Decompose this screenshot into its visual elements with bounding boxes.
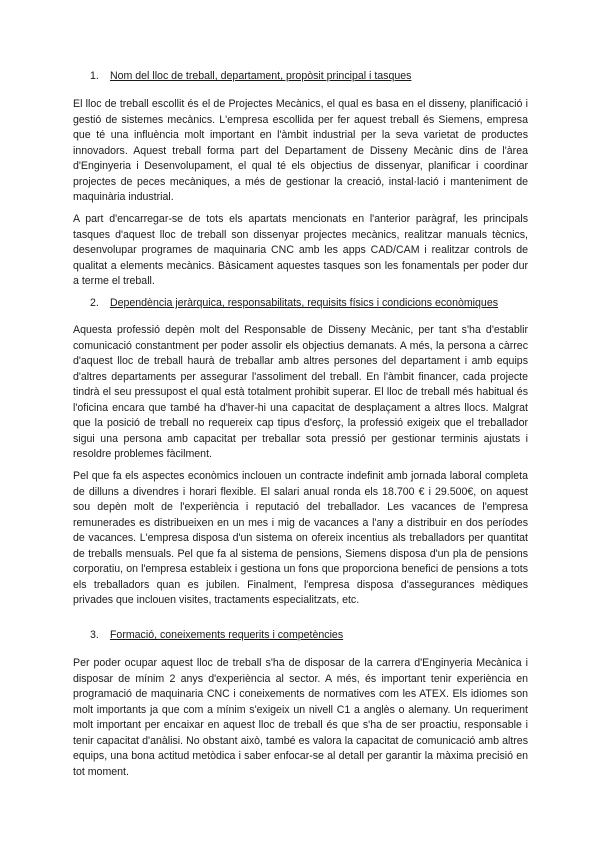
section-title: Dependència jeràrquica, responsabilitats, requisits físics i condicions econòmiques [109, 297, 499, 309]
paragraph: Per poder ocupar aquest lloc de treball s'ha de disposar de la carrera d'Enginyeria Mecànica i disposar de mínim 2 anys d'experiència al sector. A més, és important tenir experiència en programació de maquinaria CNC i coneixements de normatives com les ATEX. Els idiomes son molt importants ja que com a mínim s'exigeix un nivell C1 a anglès o alemany. Un requeriment molt important per encaixar en aquest lloc de treball és que s'ha de ser proactiu, responsable i tenir capacitat d'anàlisi. No obstant això, també es valora la capacitat de comunicació amb altres equips, una bona actitud metòdica i saber enfocar-se al detall per garantir la màxima precisió en tot moment. [73, 657, 528, 778]
section-heading-1 [90, 69, 411, 84]
paragraph: Pel que fa els aspectes econòmics inclouen un contracte indefinit amb jornada laboral completa de dilluns a divendres i horari flexible. El salari anual ronda els 18.700 € i 29.500€, on aquest sou depèn molt de l'experiència i reputació del treballador. Les vacances de l'empresa remunerades es distribueixen en un mes i mig de vacances a l'any a distribuir en dos períodes de vacances. L'empresa disposa d'un sistema on ofereix incentius als treballadors per quantitat de treballs mensuals. Pel que fa al sistema de pensions, Siemens disposa d'un pla de pensions corporatiu, on l'empresa estableix i gestiona un fons que proporciona benefici de pensions a tots els treballadors quan es jubilen. Finalment, l'empresa disposa d'assegurances mèdiques privades que inclouen visites, tractaments especialitzats, etc. [73, 470, 528, 606]
section-heading-2 [90, 296, 498, 311]
section-number: 3. [90, 629, 99, 641]
paragraph: El lloc de treball escollit és el de Projectes Mecànics, el qual es basa en el disseny, planificació i gestió de sistemes mecànics. L'empresa escollida per fer aquest treball és Siemens, empresa que té una influència molt important en l'àmbit industrial per la seva varietat de productes innovadors. Aquest treball forma part del Departament de Disseny Mecànic dins de l'àrea d'Enginyeria i Desenvolupament, el qual té els objectius de dissenyar, planificar i coordinar projectes de peces mecàniques, a més de gestionar la creació, instal·lació i manteniment de maquinària industrial. [73, 98, 528, 203]
section-title: Formació, coneixements requerits i competències [109, 629, 344, 641]
paragraph: A part d'encarregar-se de tots els apartats mencionats en l'anterior paràgraf, les principals tasques d'aquest lloc de treball son dissenyar projectes mecànics, realitzar manuals tècnics, desenvolupar programes de maquinaria CNC amb les apps CAD/CAM i realitzar controls de qualitat a elements mecànics. Bàsicament aquestes tasques son les fonamentals per poder dur a terme el treball. [73, 213, 528, 287]
section-number: 2. [90, 297, 99, 309]
section-title: Nom del lloc de treball, departament, propòsit principal i tasques [109, 70, 412, 82]
section-heading-3 [90, 628, 343, 643]
paragraph: Aquesta professió depèn molt del Responsable de Disseny Mecànic, per tant s'ha d'establir comunicació constantment per poder assolir els objectius demanats. A més, la persona a càrrec d'aquest lloc de treball haurà de treballar amb altres persones del departament i amb equips d'altres departaments per assegurar l'assoliment del treball. En l'àmbit financer, cada projecte tindrà el seu pressupost el qual està totalment prohibit superar. El lloc de treball més habitual és l'oficina encara que també ha d'haver-hi una capacitat de desplaçament a altres llocs. Malgrat que la posició de treball no requereix cap tipus d'esforç, la professió exigeix que el treballador sigui una persona amb capacitat per treballar sota pressió per gestionar terminis ajustats i resoldre problemes fàcilment. [73, 324, 528, 460]
section-number: 1. [90, 70, 99, 82]
